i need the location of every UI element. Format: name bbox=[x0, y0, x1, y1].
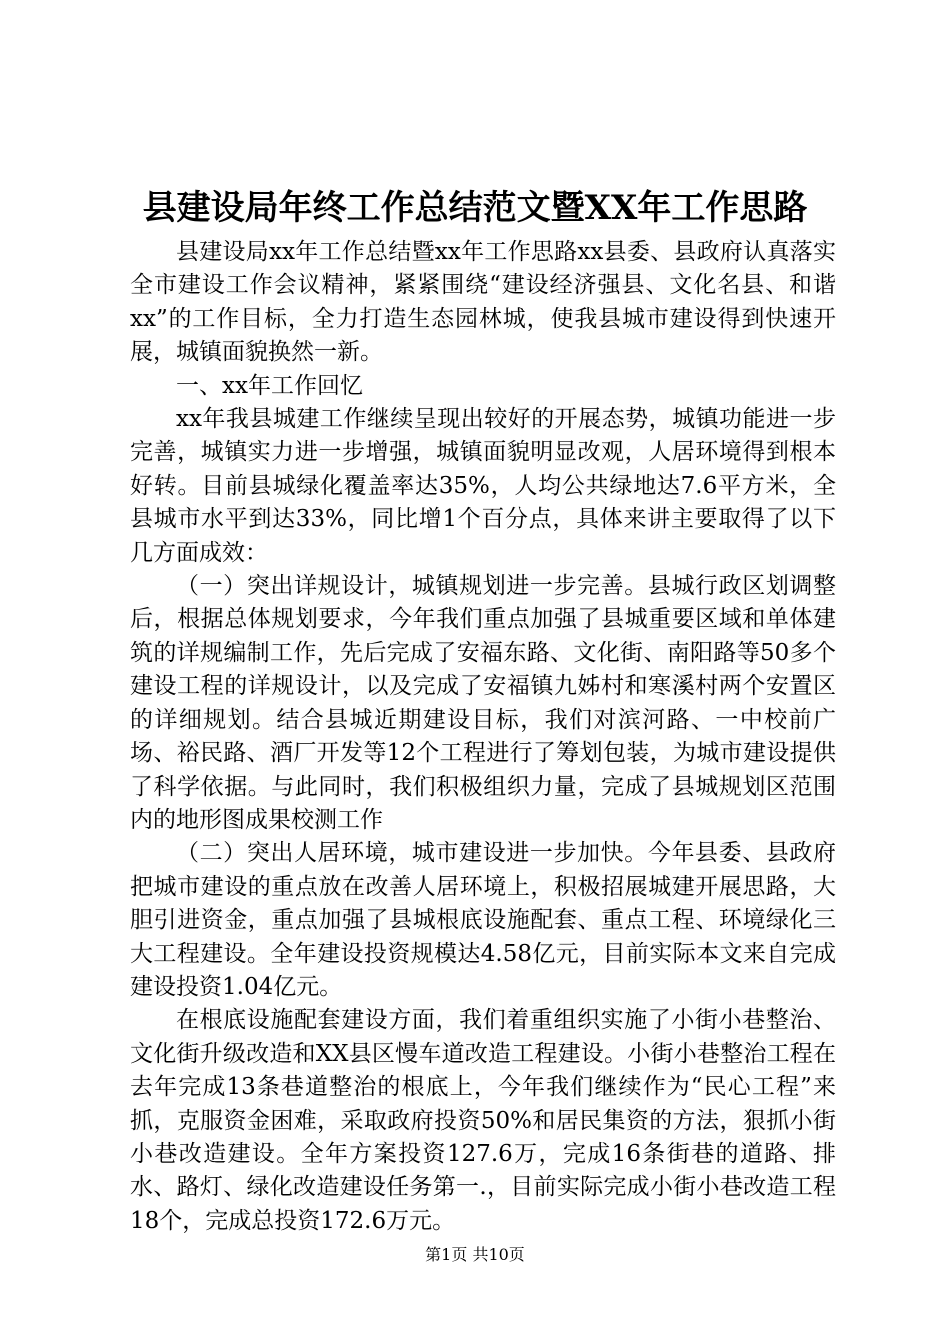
paragraph-planning: （一）突出详规设计，城镇规划进一步完善。县城行政区划调整后，根据总体规划要求，今年我们重点加强了县城重要区域和单体建筑的详规编制工作，先后完成了安福东路、文化街、南阳路等50多个建设工程的详规设计，以及完成了安福镇九姊村和寒溪村两个安置区的详细规划。结合县城近期建设目标，我们对滨河路、一中校前广场、裕民路、酒厂开发等12个工程进行了筹划包装，为城市建设提供了科学依据。与此同时，我们积极组织力量，完成了县城规划区范围内的地形图成果校测工作 bbox=[130, 573, 836, 833]
document-body bbox=[130, 236, 836, 1238]
paragraph-living-environment: （二）突出人居环境，城市建设进一步加快。今年县委、县政府把城市建设的重点放在改善人居环境上，积极招展城建开展思路，大胆引进资金，重点加强了县城根底设施配套、重点工程、环境绿化三大工程建设。全年建设投资规模达4.58亿元，目前实际本文来自完成建设投资1.04亿元。 bbox=[130, 840, 836, 1000]
paragraph-overview: xx年我县城建工作继续呈现出较好的开展态势，城镇功能进一步完善，城镇实力进一步增强，城镇面貌明显改观，人居环境得到根本好转。目前县城绿化覆盖率达35%，人均公共绿地达7.6平方米，全县城市水平到达33%，同比增1个百分点，具体来讲主要取得了以下几方面成效： bbox=[130, 406, 836, 566]
document-title: 县建设局年终工作总结范文暨XX年工作思路 bbox=[142, 188, 808, 228]
paragraph-intro: 县建设局xx年工作总结暨xx年工作思路xx县委、县政府认真落实全市建设工作会议精神，紧紧围绕“建设经济强县、文化名县、和谐xx”的工作目标，全力打造生态园林城，使我县城市建设得到快速开展，城镇面貌换然一新。 bbox=[130, 239, 836, 366]
paragraph-infrastructure: 在根底设施配套建设方面，我们着重组织实施了小街小巷整治、文化街升级改造和XX县区慢车道改造工程建设。小街小巷整治工程在去年完成13条巷道整治的根底上，今年我们继续作为“民心工程”来抓，克服资金困难，采取政府投资50%和居民集资的方法，狠抓小街小巷改造建设。全年方案投资127.6万，完成16条街巷的道路、排水、路灯、绿化改造建设任务第一.，目前实际完成小街小巷改造工程18个，完成总投资172.6万元。 bbox=[130, 1007, 836, 1234]
page-footer: 第1页 共10页 bbox=[425, 1245, 525, 1264]
section-heading-review: 一、xx年工作回忆 bbox=[176, 372, 363, 399]
